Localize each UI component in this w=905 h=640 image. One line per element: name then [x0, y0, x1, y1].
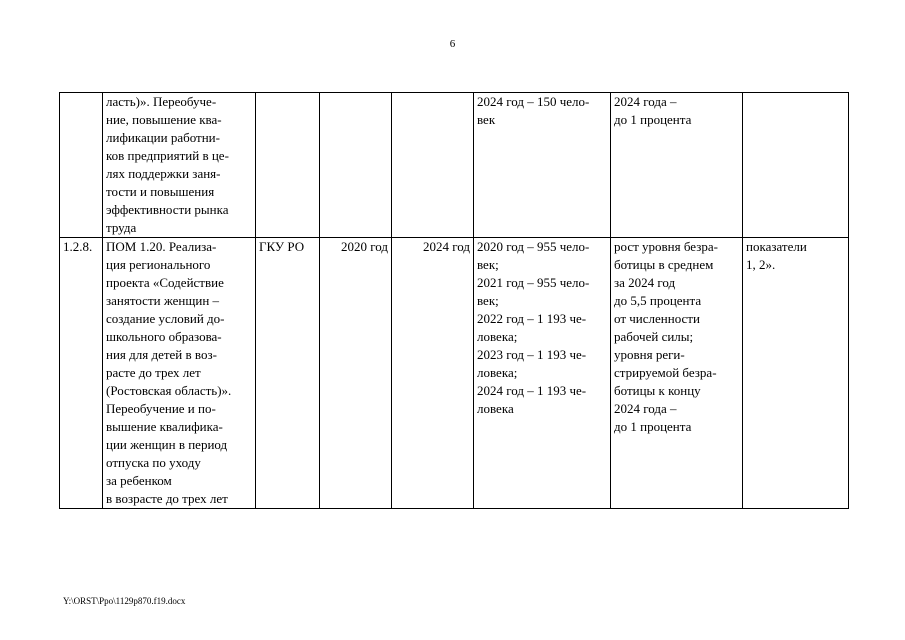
cell-line: ласть)». Переобуче-: [106, 94, 217, 109]
cell-line: 1, 2».: [746, 257, 776, 272]
cell-line: расте до трех лет: [106, 365, 201, 380]
cell-line: ние, повышение ква-: [106, 112, 222, 127]
cell-line: ция регионального: [106, 257, 211, 272]
cell-line: ков предприятий в це-: [106, 148, 229, 163]
cell-number: [60, 93, 103, 238]
cell-line: отпуска по уходу: [106, 455, 201, 470]
cell-end-date: [392, 93, 474, 238]
cell-end-date: [392, 238, 474, 509]
cell-line: (Ростовская область)».: [106, 383, 232, 398]
cell-line: за ребенком: [106, 473, 172, 488]
cell-line: показатели: [746, 239, 807, 254]
cell-line: 2024 года –: [614, 401, 677, 416]
file-path-footer: Y:\ORST\Ppo\1129p870.f19.docx: [63, 596, 186, 606]
table-row: [60, 93, 849, 238]
cell-line: ловека: [477, 401, 514, 416]
cell-line: вышение квалифика-: [106, 419, 223, 434]
cell-link: [743, 238, 849, 509]
cell-result: [611, 238, 743, 509]
cell-line: ботицы к концу: [614, 383, 701, 398]
cell-line: 2024 год – 150 чело-: [477, 94, 590, 109]
cell-line: ловека;: [477, 365, 518, 380]
cell-line: ния для детей в воз-: [106, 347, 217, 362]
cell-line: эффективности рынка: [106, 202, 229, 217]
cell-line: ГКУ РО: [259, 239, 305, 254]
cell-line: за 2024 год: [614, 275, 676, 290]
cell-line: ловека;: [477, 329, 518, 344]
cell-line: в возрасте до трех лет: [106, 491, 228, 506]
cell-measure: [103, 93, 256, 238]
program-measures-table: [59, 92, 849, 509]
page-number: 6: [449, 38, 456, 50]
cell-start-date: [320, 93, 392, 238]
cell-line: век: [477, 112, 496, 127]
cell-measure: [103, 238, 256, 509]
cell-number: [60, 238, 103, 509]
cell-line: 2024 год – 1 193 че-: [477, 383, 587, 398]
cell-line: стрируемой безра-: [614, 365, 717, 380]
cell-line: 2020 год: [341, 239, 388, 254]
cell-line: лях поддержки заня-: [106, 166, 221, 181]
cell-line: до 5,5 процента: [614, 293, 702, 308]
cell-line: 2024 года –: [614, 94, 677, 109]
cell-line: 2021 год – 955 чело-: [477, 275, 590, 290]
table-row: [60, 238, 849, 509]
cell-line: ботицы в среднем: [614, 257, 714, 272]
cell-line: 2024 год: [423, 239, 470, 254]
cell-line: создание условий до-: [106, 311, 225, 326]
cell-line: ПОМ 1.20. Реализа-: [106, 239, 217, 254]
cell-line: 1.2.8.: [63, 239, 93, 254]
cell-start-date: [320, 238, 392, 509]
cell-line: рабочей силы;: [614, 329, 694, 344]
cell-line: занятости женщин –: [106, 293, 220, 308]
cell-line: до 1 процента: [614, 112, 692, 127]
cell-executor: [256, 93, 320, 238]
cell-line: век;: [477, 293, 499, 308]
cell-indicator: [474, 93, 611, 238]
cell-line: школьного образова-: [106, 329, 222, 344]
cell-executor: [256, 238, 320, 509]
cell-line: Переобучение и по-: [106, 401, 216, 416]
cell-line: уровня реги-: [614, 347, 685, 362]
cell-indicator: [474, 238, 611, 509]
cell-line: до 1 процента: [614, 419, 692, 434]
cell-line: 2022 год – 1 193 че-: [477, 311, 587, 326]
cell-line: век;: [477, 257, 499, 272]
cell-line: тости и повышения: [106, 184, 215, 199]
cell-line: от численности: [614, 311, 700, 326]
cell-line: труда: [106, 220, 137, 235]
cell-line: рост уровня безра-: [614, 239, 718, 254]
cell-line: ции женщин в период: [106, 437, 228, 452]
cell-result: [611, 93, 743, 238]
cell-link: [743, 93, 849, 238]
cell-line: проекта «Содействие: [106, 275, 224, 290]
cell-line: 2023 год – 1 193 че-: [477, 347, 587, 362]
cell-line: 2020 год – 955 чело-: [477, 239, 590, 254]
cell-line: лификации работни-: [106, 130, 220, 145]
